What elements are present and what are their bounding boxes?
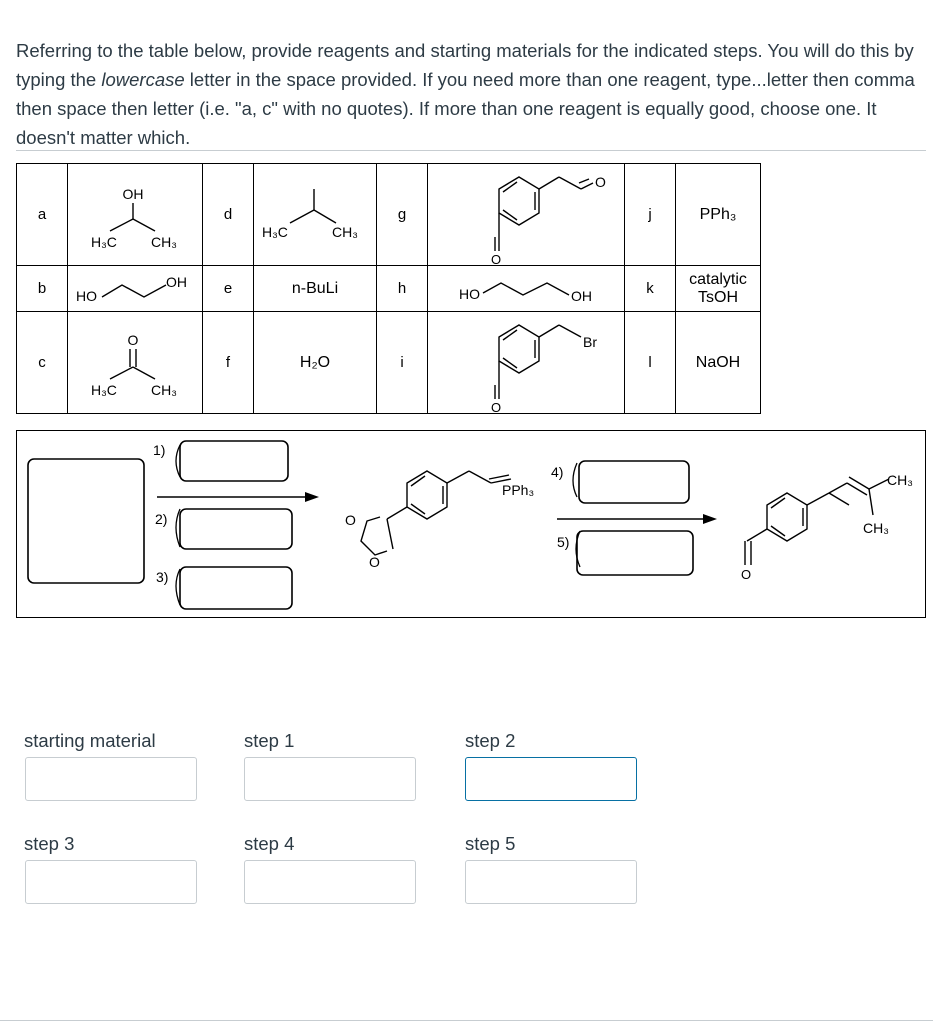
reagent-b-left: HO xyxy=(76,287,97,304)
step4-label: step 4 xyxy=(244,833,295,854)
label-k: k xyxy=(625,266,676,312)
reagent-h xyxy=(428,266,625,312)
label-e: e xyxy=(203,266,254,312)
label-h: h xyxy=(377,266,428,312)
step-4-box xyxy=(579,461,689,503)
step-3-box xyxy=(180,567,292,609)
reagent-k xyxy=(676,266,761,312)
reagent-b xyxy=(68,266,203,312)
reagent-i-o: O xyxy=(491,399,502,413)
reagent-c xyxy=(68,312,203,414)
label-d: d xyxy=(203,164,254,266)
starting-material-box xyxy=(28,459,144,583)
product-ch3-top: CH₃ xyxy=(887,472,913,488)
reagent-c-right: CH₃ xyxy=(151,381,177,398)
label-b: b xyxy=(17,266,68,312)
ylide-pph3: PPh₃ xyxy=(502,482,535,498)
product-o: O xyxy=(741,567,752,582)
reagent-i xyxy=(428,312,625,414)
bottom-divider xyxy=(0,1020,933,1021)
reagent-g-o-top: O xyxy=(595,173,606,190)
step-label-5: 5) xyxy=(557,534,570,550)
product-ch3-bottom: CH₃ xyxy=(863,520,889,536)
step2-label: step 2 xyxy=(465,730,516,751)
question-part2: letter in the space provided. If you need more than one reagent, type...letter then comma then space then letter (i.e. "a, c" with no quotes). If more than one reagent is equally good, choose one. It doesn't matter which. xyxy=(16,69,915,148)
label-c: c xyxy=(17,312,68,414)
label-l: l xyxy=(625,312,676,414)
reagent-l: NaOH xyxy=(676,312,761,414)
question-emphasis: lowercase xyxy=(101,69,185,90)
reagent-a-right: CH₃ xyxy=(151,233,177,250)
reagent-g-o: O xyxy=(491,251,502,265)
step3-input[interactable] xyxy=(25,860,197,904)
reagent-d-right: CH₃ xyxy=(332,223,358,240)
reagent-k-line2: TsOH xyxy=(698,288,738,306)
step5-input[interactable] xyxy=(465,860,637,904)
reagent-c-o: O xyxy=(127,331,139,348)
step2-input[interactable] xyxy=(465,757,637,801)
reagent-d xyxy=(254,164,377,266)
acetal-o2: O xyxy=(369,554,380,570)
reagent-b-right: OH xyxy=(166,273,187,290)
reagent-f: H₂O xyxy=(254,312,377,414)
reagent-h-right: OH xyxy=(571,287,592,304)
step-label-2: 2) xyxy=(155,511,168,527)
acetal-o1: O xyxy=(345,512,356,528)
reagent-a-oh: OH xyxy=(122,185,144,202)
question-text xyxy=(16,36,916,152)
reagent-i-br: Br xyxy=(583,333,597,350)
reagent-h-left: HO xyxy=(459,285,480,302)
step-label-3: 3) xyxy=(156,569,169,585)
step-5-box xyxy=(577,531,693,575)
step5-label: step 5 xyxy=(465,833,516,854)
step4-input[interactable] xyxy=(244,860,416,904)
reaction-scheme xyxy=(16,430,926,618)
reagent-d-left: H₃C xyxy=(262,223,288,240)
step-label-1: 1) xyxy=(153,442,166,458)
reagent-c-left: H₃C xyxy=(91,381,117,398)
reagent-j: PPh₃ xyxy=(676,164,761,266)
reagent-a xyxy=(68,164,203,266)
step-label-4: 4) xyxy=(551,464,564,480)
reagent-g xyxy=(428,164,625,266)
question-part1: Referring to the table below, provide reagents and starting materials for the indicated steps. You will do this by typing the xyxy=(16,40,914,90)
reagent-e: n-BuLi xyxy=(254,266,377,312)
step-1-box xyxy=(180,441,288,481)
reagent-table xyxy=(16,163,761,414)
step1-label: step 1 xyxy=(244,730,295,751)
step-2-box xyxy=(180,509,292,549)
step3-label: step 3 xyxy=(24,833,75,854)
step1-input[interactable] xyxy=(244,757,416,801)
label-g: g xyxy=(377,164,428,266)
label-f: f xyxy=(203,312,254,414)
starting-material-label: starting material xyxy=(24,730,156,751)
reagent-a-left: H₃C xyxy=(91,233,117,250)
label-j: j xyxy=(625,164,676,266)
label-i: i xyxy=(377,312,428,414)
starting-material-input[interactable] xyxy=(25,757,197,801)
top-divider xyxy=(16,150,926,151)
label-a: a xyxy=(17,164,68,266)
reagent-k-line1: catalytic xyxy=(689,270,747,288)
